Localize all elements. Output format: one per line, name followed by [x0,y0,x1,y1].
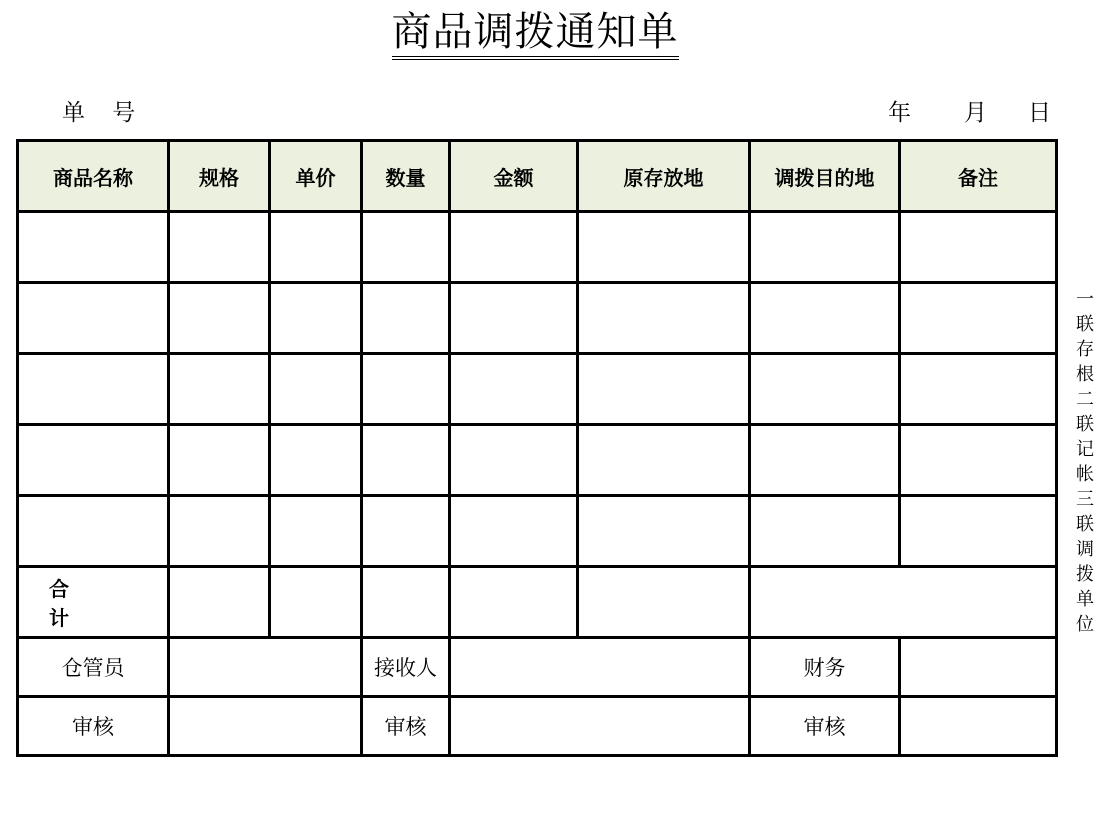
date-year-label: 年 [888,100,911,126]
cell-remarks[interactable] [900,425,1057,496]
total-amount-cell[interactable] [450,567,578,638]
total-unit-price-cell[interactable] [270,567,362,638]
table-header-row [18,141,1057,212]
cell-origin-location[interactable] [578,496,750,567]
review-label-1: 审核 [18,697,169,756]
cell-destination[interactable] [750,212,900,283]
cell-quantity[interactable] [362,425,450,496]
cell-amount[interactable] [450,425,578,496]
cell-remarks[interactable] [900,283,1057,354]
cell-amount[interactable] [450,354,578,425]
cell-spec[interactable] [169,496,270,567]
header-remarks: 备注 [900,141,1057,212]
total-quantity-cell[interactable] [362,567,450,638]
transfer-table [16,139,1058,757]
cell-product-name[interactable] [18,425,169,496]
cell-amount[interactable] [450,212,578,283]
cell-amount[interactable] [450,283,578,354]
cell-unit-price[interactable] [270,212,362,283]
cell-quantity[interactable] [362,212,450,283]
cell-origin-location[interactable] [578,283,750,354]
copy-distribution-note: 一联存根二联记帐三联调拨单位 [1076,289,1094,635]
receiver-label: 接收人 [362,638,450,697]
review-label-2: 审核 [362,697,450,756]
signature-row [18,638,1057,697]
header-destination: 调拨目的地 [750,141,900,212]
cell-unit-price[interactable] [270,354,362,425]
review-field-1[interactable] [169,697,362,756]
cell-remarks[interactable] [900,496,1057,567]
header-unit-price: 单价 [270,141,362,212]
table-row [18,496,1057,567]
cell-quantity[interactable] [362,354,450,425]
cell-remarks[interactable] [900,354,1057,425]
review-field-3[interactable] [900,697,1057,756]
cell-product-name[interactable] [18,212,169,283]
total-label: 合 计 [18,567,169,638]
cell-origin-location[interactable] [578,212,750,283]
cell-spec[interactable] [169,212,270,283]
date-day-label: 日 [1028,100,1051,126]
table-row [18,212,1057,283]
cell-origin-location[interactable] [578,425,750,496]
table-row [18,354,1057,425]
cell-destination[interactable] [750,283,900,354]
header-quantity: 数量 [362,141,450,212]
finance-label: 财务 [750,638,900,697]
table-row [18,425,1057,496]
total-spec-cell[interactable] [169,567,270,638]
doc-number-label: 单 号 [62,100,146,126]
header-amount: 金额 [450,141,578,212]
cell-spec[interactable] [169,283,270,354]
cell-quantity[interactable] [362,283,450,354]
header-spec: 规格 [169,141,270,212]
cell-destination[interactable] [750,425,900,496]
cell-origin-location[interactable] [578,354,750,425]
finance-field[interactable] [900,638,1057,697]
cell-spec[interactable] [169,354,270,425]
total-row [18,567,1057,638]
header-product-name: 商品名称 [18,141,169,212]
cell-destination[interactable] [750,496,900,567]
cell-quantity[interactable] [362,496,450,567]
total-origin-cell[interactable] [578,567,750,638]
warehouse-keeper-label: 仓管员 [18,638,169,697]
form-title-text: 商品调拨通知单 [392,9,679,60]
cell-product-name[interactable] [18,354,169,425]
cell-unit-price[interactable] [270,425,362,496]
header-origin-location: 原存放地 [578,141,750,212]
cell-product-name[interactable] [18,283,169,354]
cell-spec[interactable] [169,425,270,496]
review-row [18,697,1057,756]
table-row [18,283,1057,354]
date-month-label: 月 [964,100,987,126]
total-remainder-cell[interactable] [750,567,1057,638]
cell-unit-price[interactable] [270,283,362,354]
review-label-3: 审核 [750,697,900,756]
cell-product-name[interactable] [18,496,169,567]
warehouse-keeper-field[interactable] [169,638,362,697]
cell-remarks[interactable] [900,212,1057,283]
form-title [0,6,1070,60]
review-field-2[interactable] [450,697,750,756]
cell-amount[interactable] [450,496,578,567]
cell-unit-price[interactable] [270,496,362,567]
receiver-field[interactable] [450,638,750,697]
cell-destination[interactable] [750,354,900,425]
